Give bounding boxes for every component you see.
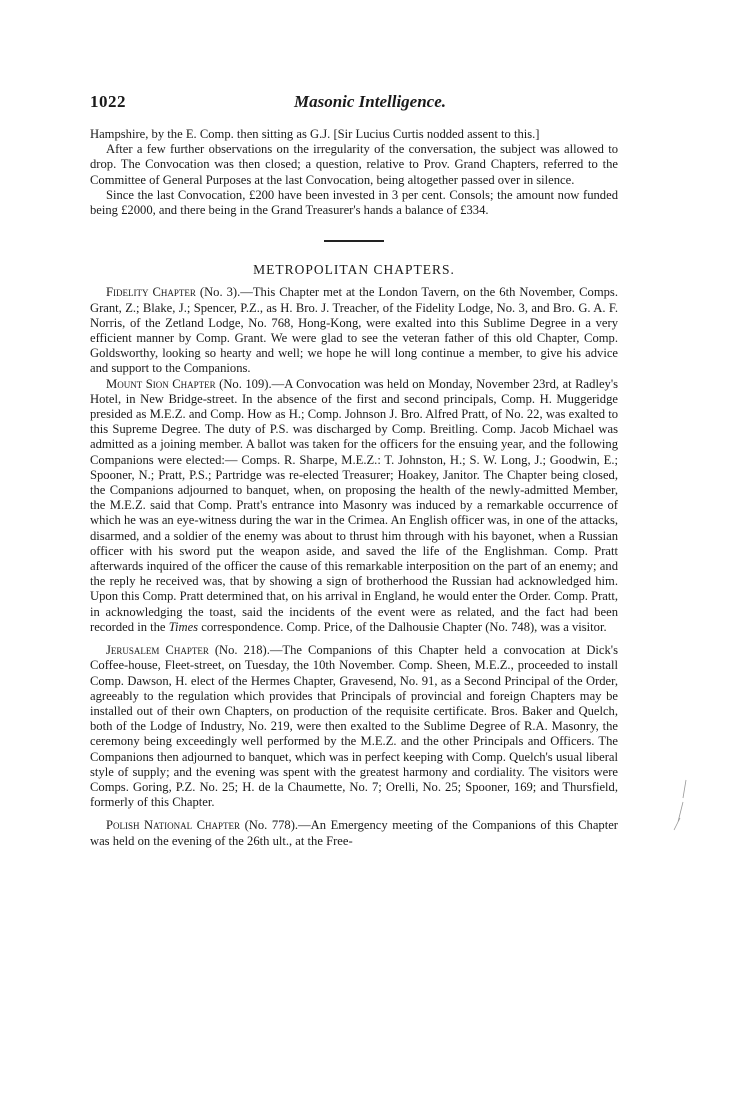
polish-text: (No. 778).—An Emergency meeting of the Companions of this Chapter was held on the evening of the 26th ult., at the Free- [90, 818, 619, 848]
section-divider [324, 240, 384, 242]
fidelity-text: (No. 3).—This Chapter met at the London Tavern, on the 6th November, Comps. Grant, Z.; Blake, J.; Spencer, P.Z., as H. Bro. J. Treacher, of the Fidelity Lodge, No. 3, and Bro. G. A. F. Norris, of the Zetland Lodge, No. 768, Hong-Kong, were exalted into this Sublime Degree in a very efficient manner by Comp. Grant. We were glad to see the veteran father of this old Chapter, Comp. Goldsworthy, looking so hearty and well; we hope he will long continue a member, to give his advice and support to the Companions. [90, 285, 618, 376]
paragraph-consols: Since the last Convocation, £200 have been invested in 3 per cent. Consols; the amount now funded being £2000, and there being in the Grand Treasurer's hands a balance of £334. [90, 187, 618, 218]
paragraph-polish-national-chapter [90, 818, 618, 848]
margin-pencil-mark [672, 778, 692, 838]
paragraph-mount-sion-chapter [90, 377, 618, 635]
times-italic: Times [168, 619, 199, 634]
article-body [90, 127, 618, 849]
chapter-name-polish-national: Polish National Chapter [106, 818, 241, 833]
paragraph-fidelity-chapter [90, 285, 618, 376]
paragraph-continuation: Hampshire, by the E. Comp. then sitting as G.J. [Sir Lucius Curtis nodded assent to this.] [90, 127, 540, 141]
chapter-name-jerusalem: Jerusalem Chapter [106, 643, 209, 658]
page-number: 1022 [90, 92, 126, 111]
paragraph-jerusalem-chapter [90, 643, 618, 810]
jerusalem-text: (No. 218).—The Companions of this Chapter held a convocation at Dick's Coffee-house, Fleet-street, on Tuesday, the 10th November. Comp. Sheen, M.E.Z., proceeded to install Comp. Dawson, H. elect of the Hermes Chapter, Gravesend, No. 91, as a Second Principal of the Order, agreeably to the regulation which provides that Principals of provincial and foreign Chapters may be installed out of their own Chapters, on production of the requisite certificate. Bros. Baker and Quelch, both of the Lodge of Industry, No. 219, were then exalted to the Sublime Degree of R.A. Masonry, the ceremony being exceedingly well performed by the M.E.Z. and the other Principals and Officers. The Companions then adjourned to banquet, which was in perfect keeping with Comp. Quelch's usual liberal style of supply; and the evening was spent with the greatest harmony and cordiality. The visitors were Comps. Goring, P.Z. No. 25; H. de la Chaumette, No. 7; Orelli, No. 25; Spooner, 169; and Thursfield, formerly of this Chapter. [90, 643, 618, 810]
mount-sion-text-end: correspondence. Comp. Price, of the Dalhousie Chapter (No. 748), was a visitor. [198, 619, 607, 634]
page-header [90, 92, 650, 114]
chapter-name-mount-sion: Mount Sion Chapter [106, 376, 216, 391]
paragraph-convocation-close: After a few further observations on the irregularity of the conversation, the subject was allowed to drop. The Convocation was then closed; a question, relative to Prov. Grand Chapters, referred to the Committee of General Purposes at the last Convocation, being altogether passed over in silence. [90, 142, 618, 187]
section-title: METROPOLITAN CHAPTERS. [253, 262, 455, 278]
mount-sion-text: (No. 109).—A Convocation was held on Monday, November 23rd, at Radley's Hotel, in New Bridge-street. In the absence of the first and second principals, Comp. H. Muggeridge presided as M.E.Z. and Comp. How as H.; Comp. Johnson J. Bro. Alfred Pratt, of No. 22, was exalted to this Supreme Degree. The duty of P.S. was discharged by Comp. Breitling. Comp. Jacob Michael was admitted as a joining member. A ballot was taken for the officers for the ensuing year, and the following Companions were elected:— Comps. R. Sharpe, M.E.Z.: T. Johnston, H.; S. W. Long, J.; Goodwin, E.; Spooner, N.; Pratt, P.S.; Partridge was re-elected Treasurer; Hoakey, Janitor. The Chapter being closed, the Companions adjourned to banquet, when, on proposing the health of the newly-admitted Member, the M.E.Z. said that Comp. Pratt's entrance into Masonry was induced by a remarkable occurrence of which he was an eye-witness during the war in the Crimea. An English officer was, in one of the attacks, disarmed, and a soldier of the enemy was about to thrust him through with his bayonet, when a Russian officer with his sword put the weapon aside, and saved the life of the Englishman. Comp. Pratt afterwards inquired of the officer the cause of this remarkable interposition on the part of an enemy; and the reply he received was, that by showing a sign of brotherhood the Russian had acknowledged him. Upon this Comp. Pratt determined that, on his arrival in England, he would enter the Order. Comp. Pratt, in acknowledging the toast, said the incidents of the event were as related, and the fact had been recorded in the [90, 376, 619, 634]
chapter-name-fidelity: Fidelity Chapter [106, 285, 196, 300]
running-title: Masonic Intelligence. [293, 92, 447, 111]
